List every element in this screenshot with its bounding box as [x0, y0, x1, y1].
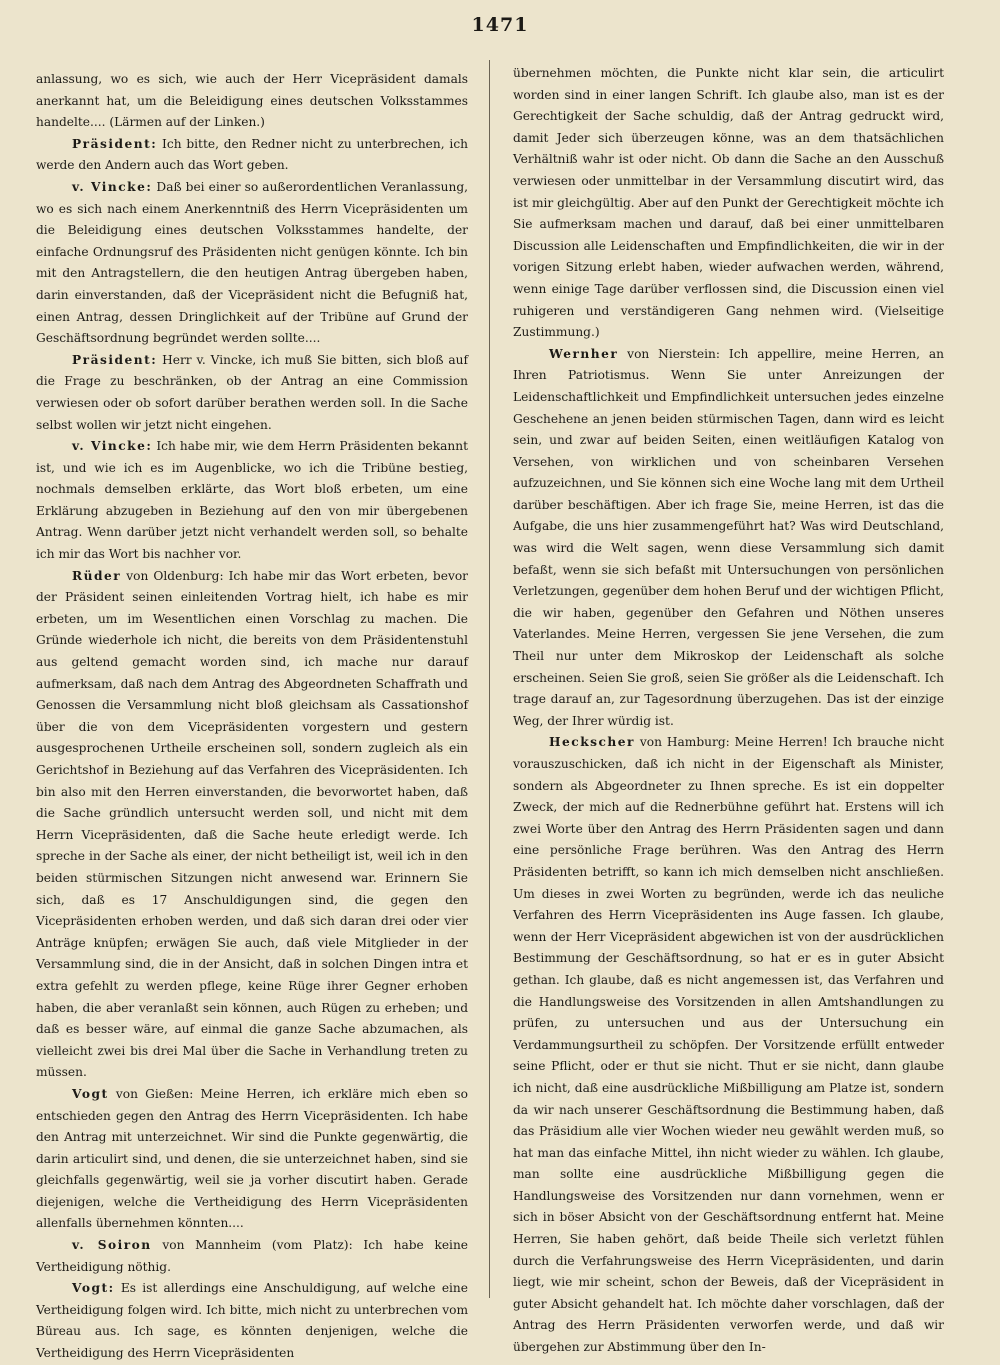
paragraph-text: Ich bitte, den Redner nicht zu unterbrechen, ich werde den Andern auch das Wort geben.: [36, 136, 468, 173]
speaker-name: Wernher: [549, 346, 619, 361]
paragraph: [513, 732, 944, 1358]
paragraph: [36, 1084, 468, 1235]
paragraph: [36, 566, 468, 1084]
speaker-name: Vogt:: [72, 1281, 115, 1296]
paragraph: [36, 350, 468, 436]
paragraph-text: Daß bei einer so außerordentlichen Veranlassung, wo es sich nach einem Anerkenntniß des Herrn Vicepräsidenten um die Beleidigung eines deutschen Volksstammes handelte, der einfache Ordnungsruf des Präsidenten nicht genügen könnte. Ich bin mit den Antragstellern, die den heutigen Antrag übergeben haben, darin einverstanden, daß der Vicepräsident nicht die Befugniß hat, einen Antrag, dessen Dringlichkeit auf der Tribüne auf Grund der Geschäftsordnung begründet werden sollte....: [36, 179, 468, 346]
paragraph-text: von Hamburg: Meine Herren! Ich brauche nicht vorauszuschicken, daß ich nicht in der Eigenschaft als Minister, sondern als Abgeordneter zu Ihnen spreche. Es ist ein doppelter Zweck, der mich auf die Rednerbühne geführt hat. Erstens will ich zwei Worte über den Antrag des Herrn Präsidenten sagen und dann eine persönliche Frage berühren. Was den Antrag des Herrn Präsidenten betrifft, so kann ich mich demselben nicht anschließen. Um dieses in zwei Worten zu begründen, werde ich das neuliche Verfahren des Herrn Vicepräsidenten ins Auge fassen. Ich glaube, wenn der Herr Vicepräsident abgewichen ist von der ausdrücklichen Bestimmung der Geschäftsordnung, so hat er es in guter Absicht gethan. Ich glaube, daß es nicht angemessen ist, das Verfahren und die Handlungsweise des Vorsitzenden in allen Amtshandlungen zu prüfen, zu untersuchen und aus der Untersuchung ein Verdammungsurtheil zu schöpfen. Der Vorsitzende erfüllt entweder seine Pflicht, oder er thut sie nicht. Thut er sie nicht, dann glaube ich nicht, daß eine ausdrückliche Mißbilligung am Platze ist, sondern da wir nach unserer Geschäftsordnung die Bestimmung haben, daß das Präsidium alle vier Wochen wieder neu gewählt werden muß, so hat man das einfache Mittel, ihn nicht wieder zu wählen. Ich glaube, man sollte eine ausdrückliche Mißbilligung gegen die Handlungsweise des Vorsitzenden nur dann vornehmen, wenn er sich in böser Absicht von der Geschäftsordnung entfernt hat. Meine Herren, Sie haben gehört, daß beide Theile sich verletzt fühlen durch die Verfahrungsweise des Herrn Vicepräsidenten, und darin liegt, wie mir scheint, schon der Beweis, daß der Vicepräsident in guter Absicht gehandelt hat. Ich möchte daher vorschlagen, daß der Antrag des Herrn Präsidenten verworfen werde, und daß wir übergehen zur Abstimmung über den In-: [513, 735, 944, 1355]
speaker-name: Vogt: [72, 1086, 109, 1101]
paragraph-text: von Mannheim (vom Platz): Ich habe keine Vertheidigung nöthig.: [36, 1238, 469, 1274]
speaker-name: Rüder: [72, 568, 122, 583]
paragraph: [36, 177, 468, 350]
paragraph: [36, 134, 468, 177]
speaker-name: v. Soiron: [72, 1238, 152, 1253]
paragraph: [513, 344, 944, 733]
paragraph: [36, 69, 468, 134]
left-column: [36, 63, 469, 1361]
paragraph-text: anlassung, wo es sich, wie auch der Herr Vicepräsident damals anerkannt hat, um die Beleidigung eines deutschen Volksstammes handelte.... (Lärmen auf der Linken.): [36, 72, 468, 130]
speaker-name: Präsident:: [72, 136, 158, 151]
paragraph: [36, 1235, 468, 1278]
paragraph: [36, 1278, 468, 1364]
paragraph-text: Herr v. Vincke, ich muß Sie bitten, sich bloß auf die Frage zu beschränken, ob der Antrag an eine Commission verwiesen oder ob sofort darüber berathen werden soll. In die Sache selbst wollen wir jetzt nicht eingehen.: [36, 352, 468, 432]
page-number: 1471: [471, 14, 529, 36]
paragraph: [36, 436, 468, 566]
paragraph: [513, 63, 944, 344]
paragraph-text: übernehmen möchten, die Punkte nicht klar sein, die articulirt worden sind in einer langen Schrift. Ich glaube also, man ist es der Gerechtigkeit der Sache schuldig, daß der Antrag gedruckt wird, damit Jeder sich überzeugen könne, was an dem thatsächlichen Verhältniß wahr ist oder nicht. Ob dann die Sache an den Ausschuß verwiesen oder unmittelbar in der Versammlung discutirt wird, das ist mir gleichgültig. Aber auf den Punkt der Gerechtigkeit möchte ich Sie aufmerksam machen und darauf, daß bei einer unmittelbaren Discussion alle Leidenschaften und Empfindlichkeiten, die wir in der vorigen Sitzung erlebt haben, wieder aufwachen werden, während, wenn einige Tage darüber verflossen sind, die Discussion einen viel ruhigeren und verständigeren Gang nehmen wird. (Vielseitige Zustimmung.): [513, 66, 944, 340]
speaker-name: Präsident:: [72, 352, 158, 367]
paragraph-text: von Oldenburg: Ich habe mir das Wort erbeten, bevor der Präsident seinen einleitenden Vortrag hielt, ich habe es mir erbeten, um im Wesentlichen einen Vorschlag zu machen. Die Gründe wiederhole ich nicht, die bereits von dem Präsidentenstuhl aus geltend gemacht worden sind, ich mache nur darauf aufmerksam, daß nach dem Antrag des Abgeordneten Schaffrath und Genossen die Versammlung nicht bloß gleichsam als Cassationshof über die von dem Vicepräsidenten vorgestern und gestern ausgesprochenen Urtheile erscheinen soll, sondern zugleich als ein Gerichtshof in Beziehung auf das Verfahren des Vicepräsidenten. Ich bin also mit den Herren einverstanden, die bevorwortet haben, daß die Sache gründlich untersucht werden soll, und nicht mit dem Herrn Vicepräsidenten, daß die Sache heute erledigt werde. Ich spreche in der Sache als einer, der nicht betheiligt ist, weil ich in den beiden stürmischen Sitzungen nicht anwesend war. Erinnern Sie sich, daß es 17 Anschuldigungen sind, die gegen den Vicepräsidenten erhoben werden, und daß sich daran drei oder vier Anträge knüpfen; erwägen Sie auch, daß viele Mitglieder in der Versammlung sind, die in der Ansicht, daß in solchen Dingen intra et extra gefehlt zu werden pflege, keine Rüge ihrer Gegner erhoben haben, die aber veranlaßt sein können, auch Rügen zu erheben; und daß es besser wäre, auf einmal die ganze Sache abzumachen, als vielleicht zwei bis drei Mal über die Sache in Verhandlung treten zu müssen.: [36, 568, 468, 1080]
speaker-name: Heckscher: [549, 735, 635, 750]
paragraph-text: von Gießen: Meine Herren, ich erkläre mich eben so entschieden gegen den Antrag des Herrn Vicepräsidenten. Ich habe den Antrag mit unterzeichnet. Wir sind die Punkte gegenwärtig, die darin articulirt sind, und denen, die sie unterzeichnet haben, sind sie gleichfalls gegenwärtig, weil sie ja vorher discutirt haben. Gerade diejenigen, welche die Vertheidigung des Herrn Vicepräsidenten allenfalls übernehmen könnten....: [36, 1086, 468, 1231]
paragraph-text: Ich habe mir, wie dem Herrn Präsidenten bekannt ist, und wie ich es im Augenblicke, wo ich die Tribüne bestieg, nochmals demselben erklärte, das Wort bloß erbeten, um eine Erklärung abzugeben in Beziehung auf den von mir übergebenen Antrag. Wenn darüber jetzt nicht verhandelt werden soll, so behalte ich mir das Wort bis nachher vor.: [36, 439, 468, 562]
column-divider: [489, 60, 490, 1298]
paragraph-text: von Nierstein: Ich appellire, meine Herren, an Ihren Patriotismus. Wenn Sie unter Anreizungen der Leidenschaftlichkeit und Empfindlichkeit untersuchen jedes einzelne Geschehene an jenen beiden stürmischen Tagen, dann wird es leicht sein, und zwar auf beiden Seiten, einen weitläufigen Katalog von Versehen, von wirklichen und von scheinbaren Versehen aufzuzeichnen, und Sie können sich eine Woche lang mit dem Urtheil darüber beschäftigen. Aber ich frage Sie, meine Herren, ist das die Aufgabe, die uns hier zusammengeführt hat? Was wird Deutschland, was wird die Welt sagen, wenn diese Versammlung sich damit befaßt, wenn sie sich befaßt mit Untersuchungen von persönlichen Verletzungen, gegenüber dem hohen Beruf und der wichtigen Pflicht, die wir haben, gegenüber den Gefahren und Nöthen unseres Vaterlandes. Meine Herren, vergessen Sie jene Versehen, die zum Theil nur unter dem Mikroskop der Leidenschaft als solche erscheinen. Seien Sie groß, seien Sie größer als die Leidenschaft. Ich trage darauf an, zur Tagesordnung überzugehen. Das ist der einzige Weg, der Ihrer würdig ist.: [513, 346, 944, 728]
speaker-name: v. Vincke:: [72, 179, 153, 194]
speaker-name: v. Vincke:: [72, 439, 153, 454]
paragraph-text: Es ist allerdings eine Anschuldigung, auf welche eine Vertheidigung folgen wird. Ich bitte, mich nicht zu unterbrechen vom Büreau aus. Ich sage, es könnten denjenigen, welche die Vertheidigung des Herrn Vicepräsidenten: [36, 1281, 468, 1361]
right-column: [513, 63, 944, 1355]
